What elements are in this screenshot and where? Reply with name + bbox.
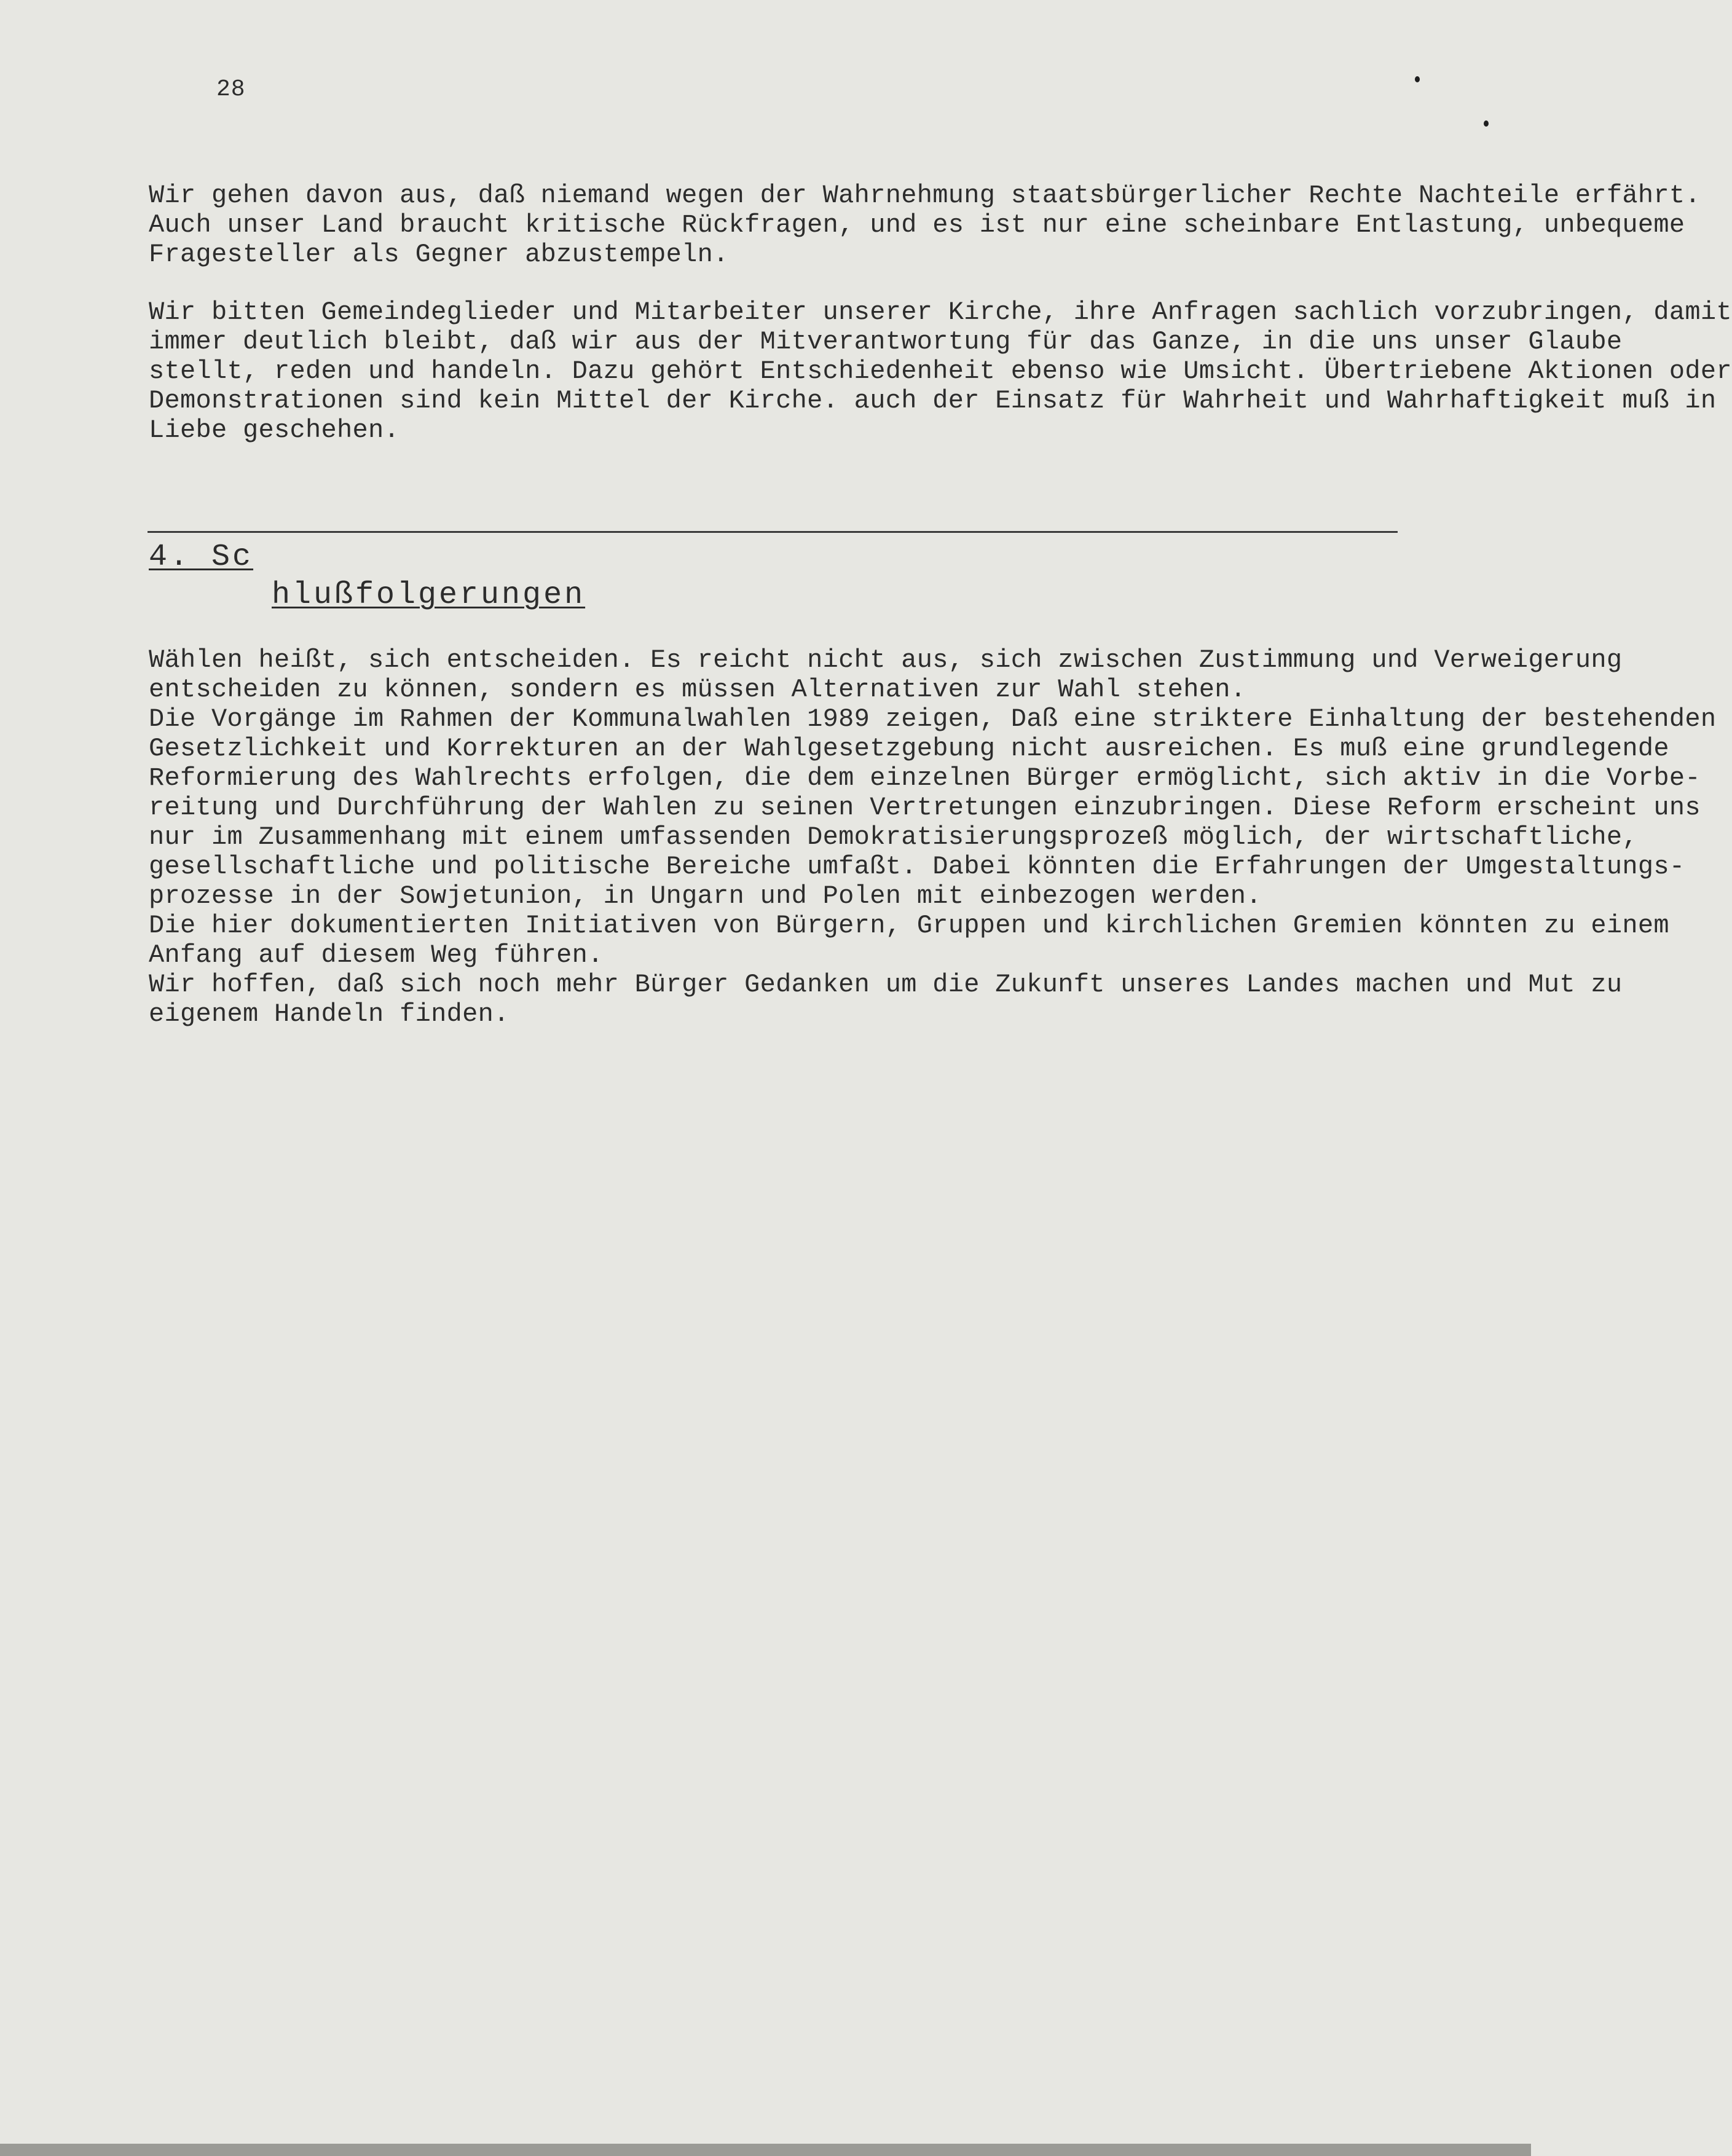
- text-line: Reformierung des Wahlrechts erfolgen, die dem einzelnen Bürger ermöglicht, sich aktiv in die Vorbe-: [149, 763, 1701, 793]
- ink-speck: [1415, 76, 1420, 82]
- text-line: Wir gehen davon aus, daß niemand wegen der Wahrnehmung staatsbürgerlicher Rechte Nachteile erfährt.: [149, 181, 1701, 210]
- text-line: nur im Zusammenhang mit einem umfassenden Demokratisierungsprozeß möglich, der wirtschaftliche,: [149, 822, 1638, 852]
- text-line: Wir hoffen, daß sich noch mehr Bürger Gedanken um die Zukunft unseres Landes machen und Mut zu: [149, 970, 1623, 999]
- text-line: eigenem Handeln finden.: [149, 999, 510, 1029]
- text-line: prozesse in der Sowjetunion, in Ungarn und Polen mit einbezogen werden.: [149, 881, 1262, 911]
- paragraph-rights: [149, 181, 1701, 269]
- text-line: Die hier dokumentierten Initiativen von Bürgern, Gruppen und kirchlichen Gremien könnten zu einem: [149, 911, 1669, 940]
- text-line: Wir bitten Gemeindeglieder und Mitarbeiter unserer Kirche, ihre Anfragen sachlich vorzubringen, damit: [149, 297, 1732, 327]
- text-line: reitung und Durchführung der Wahlen zu seinen Vertretungen einzubringen. Diese Reform erscheint uns: [149, 793, 1701, 822]
- scan-bottom-edge: [0, 2144, 1531, 2156]
- ink-speck: [1484, 120, 1489, 127]
- paragraph-church-members: [149, 297, 1732, 445]
- text-line: immer deutlich bleibt, daß wir aus der Mitverantwortung für das Ganze, in die uns unser Glaube: [149, 327, 1623, 356]
- text-line: Demonstrationen sind kein Mittel der Kirche. auch der Einsatz für Wahrheit und Wahrhaftigkeit muß in: [149, 386, 1717, 415]
- text-line: Wählen heißt, sich entscheiden. Es reicht nicht aus, sich zwischen Zustimmung und Verweigerung: [149, 645, 1623, 675]
- text-line: gesellschaftliche und politische Bereiche umfaßt. Dabei könnten die Erfahrungen der Umgestaltungs-: [149, 852, 1685, 881]
- text-line: Gesetzlichkeit und Korrekturen an der Wahlgesetzgebung nicht ausreichen. Es muß eine grundlegende: [149, 734, 1669, 763]
- text-line: Fragesteller als Gegner abzustempeln.: [149, 240, 729, 269]
- horizontal-rule: [148, 531, 1398, 533]
- text-line: Liebe geschehen.: [149, 415, 400, 445]
- section-heading-part1: 4. Sc: [149, 540, 254, 575]
- text-line: entscheiden zu können, sondern es müssen Alternativen zur Wahl stehen.: [149, 675, 1246, 704]
- paragraph-conclusions: [149, 645, 1717, 1029]
- page-number: 28: [216, 76, 246, 103]
- text-line: Auch unser Land braucht kritische Rückfragen, und es ist nur eine scheinbare Entlastung, unbequeme: [149, 210, 1685, 240]
- text-line: stellt, reden und handeln. Dazu gehört Entschiedenheit ebenso wie Umsicht. Übertriebene Aktionen oder: [149, 356, 1732, 386]
- text-line: Die Vorgänge im Rahmen der Kommunalwahlen 1989 zeigen, Daß eine striktere Einhaltung der bestehenden: [149, 704, 1717, 734]
- text-line: Anfang auf diesem Weg führen.: [149, 940, 604, 970]
- section-heading-part2: hlußfolgerungen: [272, 578, 586, 613]
